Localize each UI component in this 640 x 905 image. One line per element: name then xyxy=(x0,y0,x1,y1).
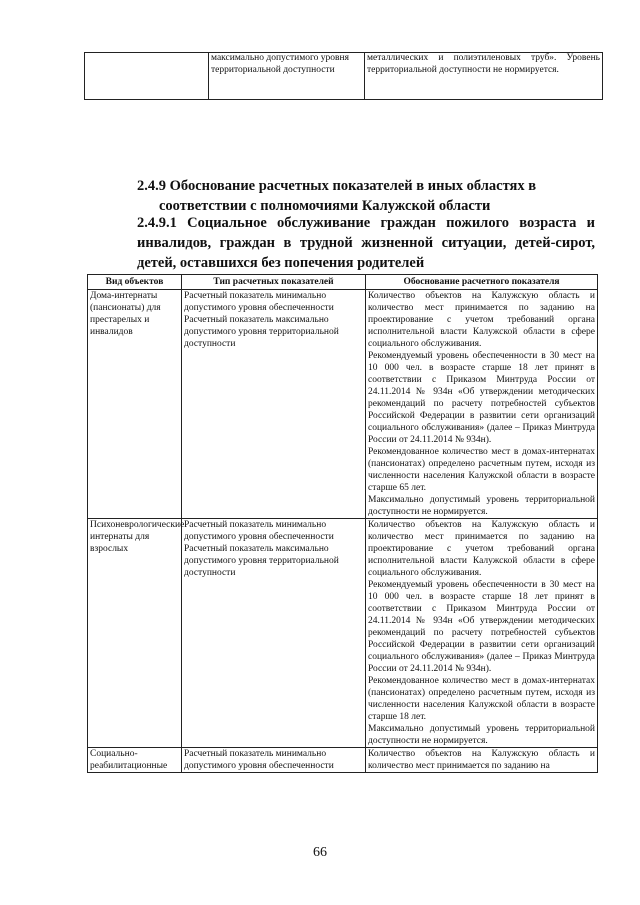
table-header-row xyxy=(88,275,598,290)
cell-indicator-type: Расчетный показатель минимально допустимого уровня обеспеченности xyxy=(182,748,366,773)
cell-rationale xyxy=(366,748,598,773)
cell-object: Дома-интернаты (пансионаты) для престарелых и инвалидов xyxy=(88,290,182,519)
indicators-table xyxy=(87,274,598,773)
rationale-paragraph: Количество объектов на Калужскую область и количество мест принимается по заданию на проектирование с учетом требований органа исполнительной власти Калужской области в сфере социального обслуживания. xyxy=(368,291,595,349)
cell-object: Социально-реабилитационные xyxy=(88,748,182,773)
cell-rationale xyxy=(366,290,598,519)
cell-object: Психоневрологические интернаты для взрослых xyxy=(88,519,182,748)
table-row xyxy=(88,290,598,519)
continuation-cell-type: максимально допустимого уровня территориальной доступности xyxy=(209,53,365,100)
page-number: 66 xyxy=(313,845,327,860)
continuation-table xyxy=(84,52,603,100)
rationale-paragraph: Количество объектов на Калужскую область и количество мест принимается по заданию на xyxy=(368,749,595,771)
section-heading xyxy=(137,176,577,216)
subsection-heading: 2.4.9.1 Социальное обслуживание граждан пожилого возраста и инвалидов, граждан в трудной жизненной ситуации, детей-сирот, детей, оставшихся без попечения родителей xyxy=(137,215,595,271)
cell-indicator-type: Расчетный показатель минимально допустимого уровня обеспеченности Расчетный показатель максимально допустимого уровня территориальной доступности xyxy=(182,519,366,748)
table-row xyxy=(88,519,598,748)
rationale-paragraph: Максимально допустимый уровень территориальной доступности не нормируется. xyxy=(368,495,595,517)
table-row xyxy=(85,53,603,100)
header-indicator-type: Тип расчетных показателей xyxy=(182,275,366,290)
cell-indicator-type: Расчетный показатель минимально допустимого уровня обеспеченности Расчетный показатель максимально допустимого уровня территориальной доступности xyxy=(182,290,366,519)
continuation-cell-object xyxy=(85,53,209,100)
rationale-paragraph: Рекомендуемый уровень обеспеченности в 30 мест на 10 000 чел. в возрасте старше 18 лет принят в соответствии с Приказом Минтруда России от 24.11.2014 № 934н «Об утверждении методических рекомендаций по расчету потребностей субъектов Российской Федерации в развитии сети организаций социального обслуживания» (далее – Приказ Минтруда России от 24.11.2014 № 934н). xyxy=(368,580,595,674)
rationale-paragraph: Максимально допустимый уровень территориальной доступности не нормируется. xyxy=(368,724,595,746)
section-heading-line2: соответствии с полномочиями Калужской области xyxy=(159,198,491,214)
table-row xyxy=(88,748,598,773)
header-object-type: Вид объектов xyxy=(88,275,182,290)
cell-rationale xyxy=(366,519,598,748)
rationale-paragraph: Количество объектов на Калужскую область и количество мест принимается по заданию на проектирование с учетом требований органа исполнительной власти Калужской области в сфере социального обслуживания. xyxy=(368,520,595,578)
rationale-paragraph: Рекомендуемый уровень обеспеченности в 30 мест на 10 000 чел. в возрасте старше 18 лет принят в соответствии с Приказом Минтруда России от 24.11.2014 № 934н «Об утверждении методических рекомендаций по расчету потребностей субъектов Российской Федерации в развитии сети организаций социального обслуживания» (далее – Приказ Минтруда России от 24.11.2014 № 934н). xyxy=(368,351,595,445)
section-heading-line1: 2.4.9 Обоснование расчетных показателей в иных областях в xyxy=(137,178,537,194)
header-rationale: Обоснование расчетного показателя xyxy=(366,275,598,290)
continuation-cell-rationale: металлических и полиэтиленовых труб». Уровень территориальной доступности не нормируется. xyxy=(365,53,603,100)
rationale-paragraph: Рекомендованное количество мест в домах-интернатах (пансионатах) определено расчетным путем, исходя из численности населения Калужской области в возрасте старше 18 лет. xyxy=(368,676,595,722)
rationale-paragraph: Рекомендованное количество мест в домах-интернатах (пансионатах) определено расчетным путем, исходя из численности населения Калужской области в возрасте старше 65 лет. xyxy=(368,447,595,493)
